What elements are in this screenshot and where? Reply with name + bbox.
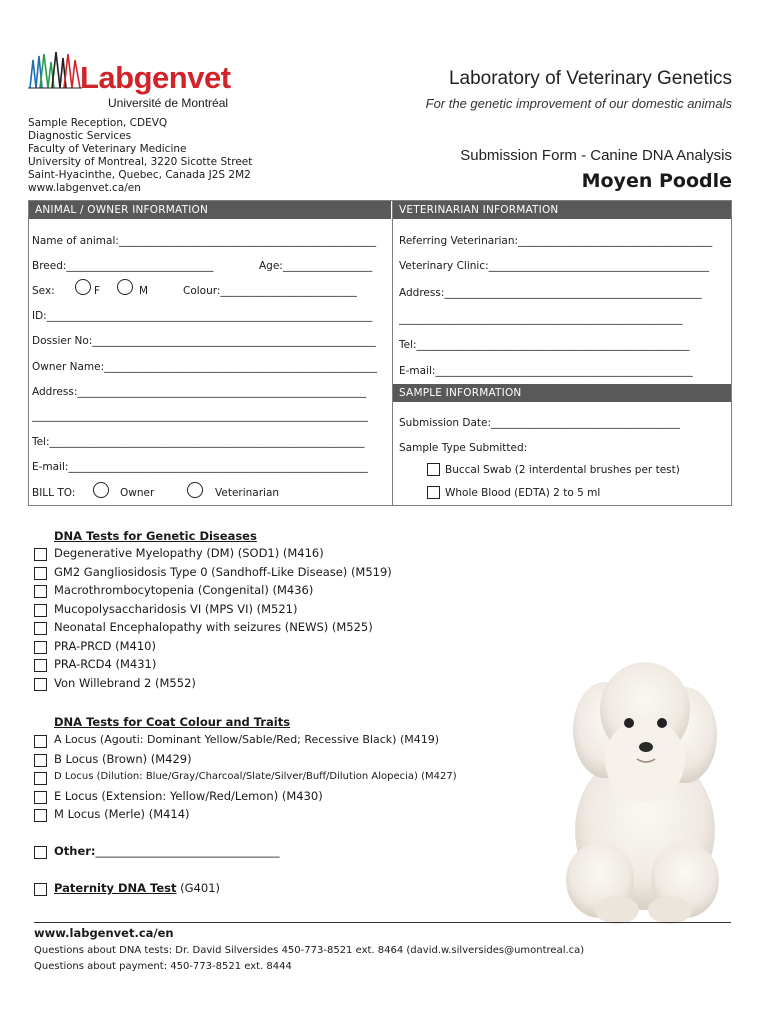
test-label: Neonatal Encephalopathy with seizures (NEWS) (M525) [54, 620, 373, 634]
animal-name-field[interactable]: Name of animal:_________________________________________________ [32, 235, 377, 247]
bill-owner-label: Owner [120, 487, 155, 499]
other-label: Other: [54, 844, 96, 858]
owner-address-field[interactable]: Address:_______________________________________________________ [32, 386, 367, 398]
paternity-label: Paternity DNA Test [54, 881, 177, 895]
address-line: Diagnostic Services [28, 130, 132, 142]
sex-f-radio[interactable] [75, 279, 91, 295]
buccal-swab-label: Buccal Swab (2 interdental brushes per test) [445, 464, 680, 476]
test-checkbox[interactable] [34, 585, 47, 598]
test-label: D Locus (Dilution: Blue/Gray/Charcoal/Slate/Silver/Buff/Dilution Alopecia) (M427) [54, 771, 457, 782]
test-checkbox[interactable] [34, 604, 47, 617]
vet-tel-field[interactable]: Tel:____________________________________________________ [399, 339, 690, 351]
id-field[interactable]: ID:______________________________________________________________ [32, 310, 373, 322]
vet-email-field[interactable]: E-mail:_________________________________________________ [399, 365, 693, 377]
website-link[interactable]: www.labgenvet.ca/en [28, 182, 141, 194]
logo-subtitle: Université de Montréal [108, 96, 229, 110]
test-checkbox[interactable] [34, 659, 47, 672]
veterinarian-header: VETERINARIAN INFORMATION [393, 201, 731, 219]
sex-m-radio[interactable] [117, 279, 133, 295]
referring-vet-field[interactable]: Referring Veterinarian:_____________________________________ [399, 235, 713, 247]
payment-questions-contact: Questions about payment: 450-773-8521 ext. 8444 [34, 961, 292, 972]
buccal-swab-checkbox[interactable] [427, 463, 440, 476]
test-label: A Locus (Agouti: Dominant Yellow/Sable/Red; Recessive Black) (M419) [54, 733, 440, 746]
genetic-diseases-heading: DNA Tests for Genetic Diseases [54, 529, 257, 543]
lab-name: Laboratory of Veterinary Genetics [448, 68, 732, 89]
column-divider [392, 201, 393, 505]
test-checkbox[interactable] [34, 772, 47, 785]
test-checkbox[interactable] [34, 678, 47, 691]
owner-name-field[interactable]: Owner Name:____________________________________________________ [32, 361, 378, 373]
test-checkbox[interactable] [34, 622, 47, 635]
test-checkbox[interactable] [34, 548, 47, 561]
address-line: University of Montreal, 3220 Sicotte Street [28, 156, 253, 168]
vet-address-field[interactable]: Address:_________________________________________________ [399, 287, 702, 299]
test-label: Mucopolysaccharidosis VI (MPS VI) (M521) [54, 601, 298, 616]
logo-wordmark: Labgenvet [80, 60, 231, 95]
bill-to-label: BILL TO: [32, 487, 76, 499]
test-checkbox[interactable] [34, 567, 47, 580]
test-label: Macrothrombocytopenia (Congenital) (M436) [54, 583, 314, 597]
labgenvet-logo [28, 44, 243, 114]
poodle-photo [545, 655, 735, 925]
coat-colour-heading: DNA Tests for Coat Colour and Traits [54, 715, 291, 729]
colour-field[interactable]: Colour:__________________________ [183, 285, 357, 297]
footer-rule [34, 922, 731, 923]
paternity-code: (G401) [176, 881, 221, 895]
test-label: PRA-PRCD (M410) [54, 638, 156, 653]
sex-f-label: F [94, 285, 101, 297]
paternity-checkbox[interactable] [34, 883, 47, 896]
test-checkbox[interactable] [34, 641, 47, 654]
test-checkbox[interactable] [34, 791, 47, 804]
address-line: Saint-Hyacinthe, Quebec, Canada J2S 2M2 [28, 169, 251, 181]
sex-label: Sex: [32, 285, 55, 297]
breed-field[interactable]: Breed:____________________________ [32, 260, 214, 272]
owner-address-line2[interactable]: ________________________________________________________________ [32, 410, 368, 422]
other-checkbox[interactable] [34, 846, 47, 859]
information-form [28, 200, 732, 506]
breed-title: Moyen Poodle [581, 170, 732, 192]
vet-clinic-field[interactable]: Veterinary Clinic:__________________________________________ [399, 260, 710, 272]
address-line: Sample Reception, CDEVQ [28, 117, 168, 129]
test-label: Degenerative Myelopathy (DM) (SOD1) (M416) [54, 546, 324, 560]
bill-owner-radio[interactable] [93, 482, 109, 498]
animal-owner-header: ANIMAL / OWNER INFORMATION [29, 201, 391, 219]
other-field[interactable] [54, 844, 280, 858]
other-line: ________________________________ [95, 844, 280, 858]
whole-blood-label: Whole Blood (EDTA) 2 to 5 ml [445, 487, 601, 499]
owner-email-field[interactable]: E-mail:_________________________________________________________ [32, 461, 368, 473]
tagline: For the genetic improvement of our domestic animals [425, 96, 732, 111]
dossier-field[interactable]: Dossier No:______________________________________________________ [32, 335, 376, 347]
bill-vet-label: Veterinarian [215, 487, 280, 499]
age-field[interactable]: Age:_________________ [259, 260, 373, 272]
test-label: B Locus (Brown) (M429) [54, 751, 192, 766]
footer-url[interactable]: www.labgenvet.ca/en [34, 926, 174, 940]
test-checkbox[interactable] [34, 735, 47, 748]
test-label: E Locus (Extension: Yellow/Red/Lemon) (M430) [54, 788, 323, 803]
test-label: Von Willebrand 2 (M552) [54, 675, 196, 690]
submission-date-field[interactable]: Submission Date:____________________________________ [399, 417, 681, 429]
owner-tel-field[interactable]: Tel:____________________________________________________________ [32, 436, 365, 448]
form-title: Submission Form - Canine DNA Analysis [460, 147, 732, 164]
test-label: M Locus (Merle) (M414) [54, 807, 190, 821]
bill-vet-radio[interactable] [187, 482, 203, 498]
reception-address [28, 117, 252, 195]
address-line: Faculty of Veterinary Medicine [28, 143, 187, 155]
test-label: GM2 Gangliosidosis Type 0 (Sandhoff-Like Disease) (M519) [54, 564, 392, 579]
sex-m-label: M [139, 285, 149, 297]
sample-type-label: Sample Type Submitted: [399, 442, 528, 454]
dna-waveform-icon [28, 48, 84, 92]
vet-address-line2[interactable]: ______________________________________________________ [399, 313, 683, 325]
sample-header: SAMPLE INFORMATION [393, 384, 731, 402]
test-checkbox[interactable] [34, 754, 47, 767]
whole-blood-checkbox[interactable] [427, 486, 440, 499]
dna-questions-contact: Questions about DNA tests: Dr. David Silversides 450-773-8521 ext. 8464 (david.w.silversides@umontreal.ca) [34, 945, 585, 956]
test-label: PRA-RCD4 (M431) [54, 657, 157, 671]
test-checkbox[interactable] [34, 809, 47, 822]
paternity-test [54, 881, 220, 895]
